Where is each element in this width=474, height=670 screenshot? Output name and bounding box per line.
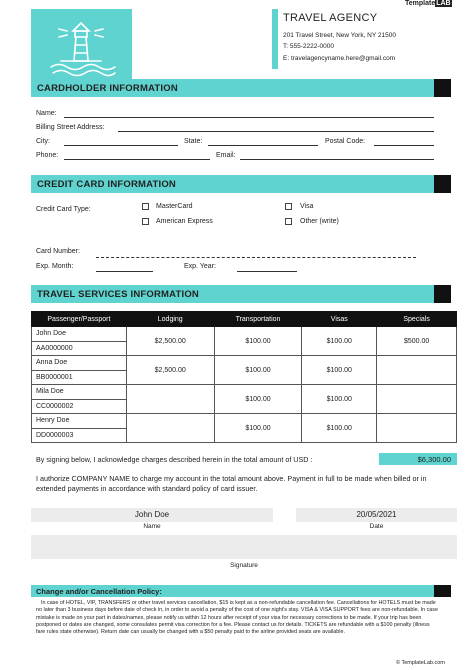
amex-checkbox[interactable]	[142, 218, 149, 225]
postal-label: Postal Code:	[325, 138, 366, 145]
passport-number[interactable]: AA0000000	[32, 341, 127, 356]
credit-title: CREDIT CARD INFORMATION	[37, 179, 176, 190]
agency-email: E: travelagencyname.here@gmail.com	[283, 55, 396, 62]
transport-cell[interactable]: $100.00	[214, 356, 302, 385]
billing-label: Billing Street Address:	[36, 124, 105, 131]
policy-text: In case of HOTEL, VIP, TRANSFERS or other travel services cancellation, $15 is kept as a non-refundable cancellation fee. Cancellations for HOTELS must be made no later than 3 business days before date of check in, in order to avoid a penalty of the cost of one night's stay. VISA & VISA SUPPORT fees are non-refundable. In case mistake is made on your part in dates/names, please notify us within 12 hours after receipt of your visa for necessary corrections to be made. If your trip has been postponed or dates are changed, some consulates permit visa correction for a fee. Please contact us for details. TICKETS are refundable with a $100 penalty (illness fare rules state otherwise). Return date can usually be changed with a $50 penalty paid to the airline provided seats are available.	[36, 600, 438, 636]
exp-month-field[interactable]	[96, 264, 153, 272]
section-black-tab	[434, 79, 451, 97]
cardholder-section-header	[31, 79, 434, 97]
passport-number[interactable]: CC0000002	[32, 399, 127, 414]
specials-cell[interactable]	[377, 356, 457, 385]
charge-statement: By signing below, I acknowledge charges described herein in the total amount of USD :	[36, 455, 313, 464]
header-accent-bar	[272, 9, 278, 69]
card-number-field[interactable]	[96, 250, 416, 258]
agency-phone: T: 555-2222-0000	[283, 43, 334, 50]
city-label: City:	[36, 138, 50, 145]
name-field[interactable]	[64, 110, 434, 118]
exp-year-field[interactable]	[237, 264, 297, 272]
col-specials: Specials	[377, 312, 457, 327]
table-row	[32, 327, 457, 342]
signer-name-label: Name	[143, 523, 161, 530]
state-field[interactable]	[208, 138, 318, 146]
lodging-cell[interactable]: $2,500.00	[126, 356, 214, 385]
table-row	[32, 414, 457, 429]
signature-field[interactable]	[31, 535, 457, 559]
section-black-tab	[434, 285, 451, 303]
col-passenger: Passenger/Passport	[32, 312, 127, 327]
postal-field[interactable]	[374, 138, 434, 146]
passenger-name[interactable]: Mila Doe	[32, 385, 127, 400]
passenger-name[interactable]: John Doe	[32, 327, 127, 342]
mastercard-label: MasterCard	[156, 203, 193, 210]
specials-cell[interactable]	[377, 385, 457, 414]
lodging-cell[interactable]	[126, 385, 214, 414]
col-visas: Visas	[302, 312, 377, 327]
visas-cell[interactable]: $100.00	[302, 414, 377, 443]
agency-name: TRAVEL AGENCY	[283, 12, 378, 24]
brand-lab-text: LAB	[436, 0, 451, 7]
amex-label: American Express	[156, 218, 213, 225]
visas-cell[interactable]: $100.00	[302, 385, 377, 414]
lodging-cell[interactable]: $2,500.00	[126, 327, 214, 356]
templatelab-logo	[405, 0, 474, 9]
brand-template-text: Template	[405, 0, 436, 7]
table-row	[32, 356, 457, 371]
transport-cell[interactable]: $100.00	[214, 414, 302, 443]
visa-label: Visa	[300, 203, 314, 210]
passenger-name[interactable]: Henry Doe	[32, 414, 127, 429]
transport-cell[interactable]: $100.00	[214, 327, 302, 356]
lighthouse-icon	[31, 9, 132, 80]
section-black-tab	[434, 585, 451, 597]
col-transportation: Transportation	[214, 312, 302, 327]
mastercard-checkbox[interactable]	[142, 203, 149, 210]
specials-cell[interactable]	[377, 414, 457, 443]
other-label: Other (write)	[300, 218, 339, 225]
email-field[interactable]	[240, 152, 434, 160]
total-amount: $6,300.00	[379, 453, 457, 465]
transport-cell[interactable]: $100.00	[214, 385, 302, 414]
other-checkbox[interactable]	[285, 218, 292, 225]
table-row	[32, 385, 457, 400]
passport-number[interactable]: DD0000003	[32, 428, 127, 443]
passenger-name[interactable]: Anna Doe	[32, 356, 127, 371]
sign-date-label: Date	[369, 523, 384, 530]
services-table	[31, 311, 457, 443]
card-type-label: Credit Card Type:	[36, 206, 91, 213]
passport-number[interactable]: BB0000001	[32, 370, 127, 385]
agency-address: 201 Travel Street, New York, NY 21500	[283, 32, 396, 39]
state-label: State:	[184, 138, 203, 145]
specials-cell[interactable]: $500.00	[377, 327, 457, 356]
footer-credit: © TemplateLab.com	[396, 660, 445, 666]
credit-section-header	[31, 175, 434, 193]
services-section-header	[31, 285, 434, 303]
lighthouse-logo	[31, 9, 132, 80]
exp-month-label: Exp. Month:	[36, 263, 74, 270]
policy-header: Change and/or Cancellation Policy:	[31, 585, 434, 597]
card-number-label: Card Number:	[36, 248, 80, 255]
section-black-tab	[434, 175, 451, 193]
visa-checkbox[interactable]	[285, 203, 292, 210]
visas-cell[interactable]: $100.00	[302, 356, 377, 385]
phone-field[interactable]	[64, 152, 210, 160]
signature-label: Signature	[230, 562, 258, 569]
city-field[interactable]	[64, 138, 178, 146]
sign-date-value[interactable]: 20/05/2021	[296, 508, 457, 522]
exp-year-label: Exp. Year:	[184, 263, 216, 270]
visas-cell[interactable]: $100.00	[302, 327, 377, 356]
email-label: Email:	[216, 152, 236, 159]
col-lodging: Lodging	[126, 312, 214, 327]
phone-label: Phone:	[36, 152, 59, 159]
billing-field[interactable]	[118, 124, 434, 132]
services-title: TRAVEL SERVICES INFORMATION	[37, 289, 199, 300]
authorize-statement: I authorize COMPANY NAME to charge my account in the total amount above. Payment in full to be made when billed or in extended payments in accordance with standard policy of card issuer.	[36, 474, 427, 493]
name-label: Name:	[36, 110, 57, 117]
signer-name-value[interactable]: John Doe	[31, 508, 273, 522]
cardholder-title: CARDHOLDER INFORMATION	[37, 83, 178, 94]
lodging-cell[interactable]	[126, 414, 214, 443]
